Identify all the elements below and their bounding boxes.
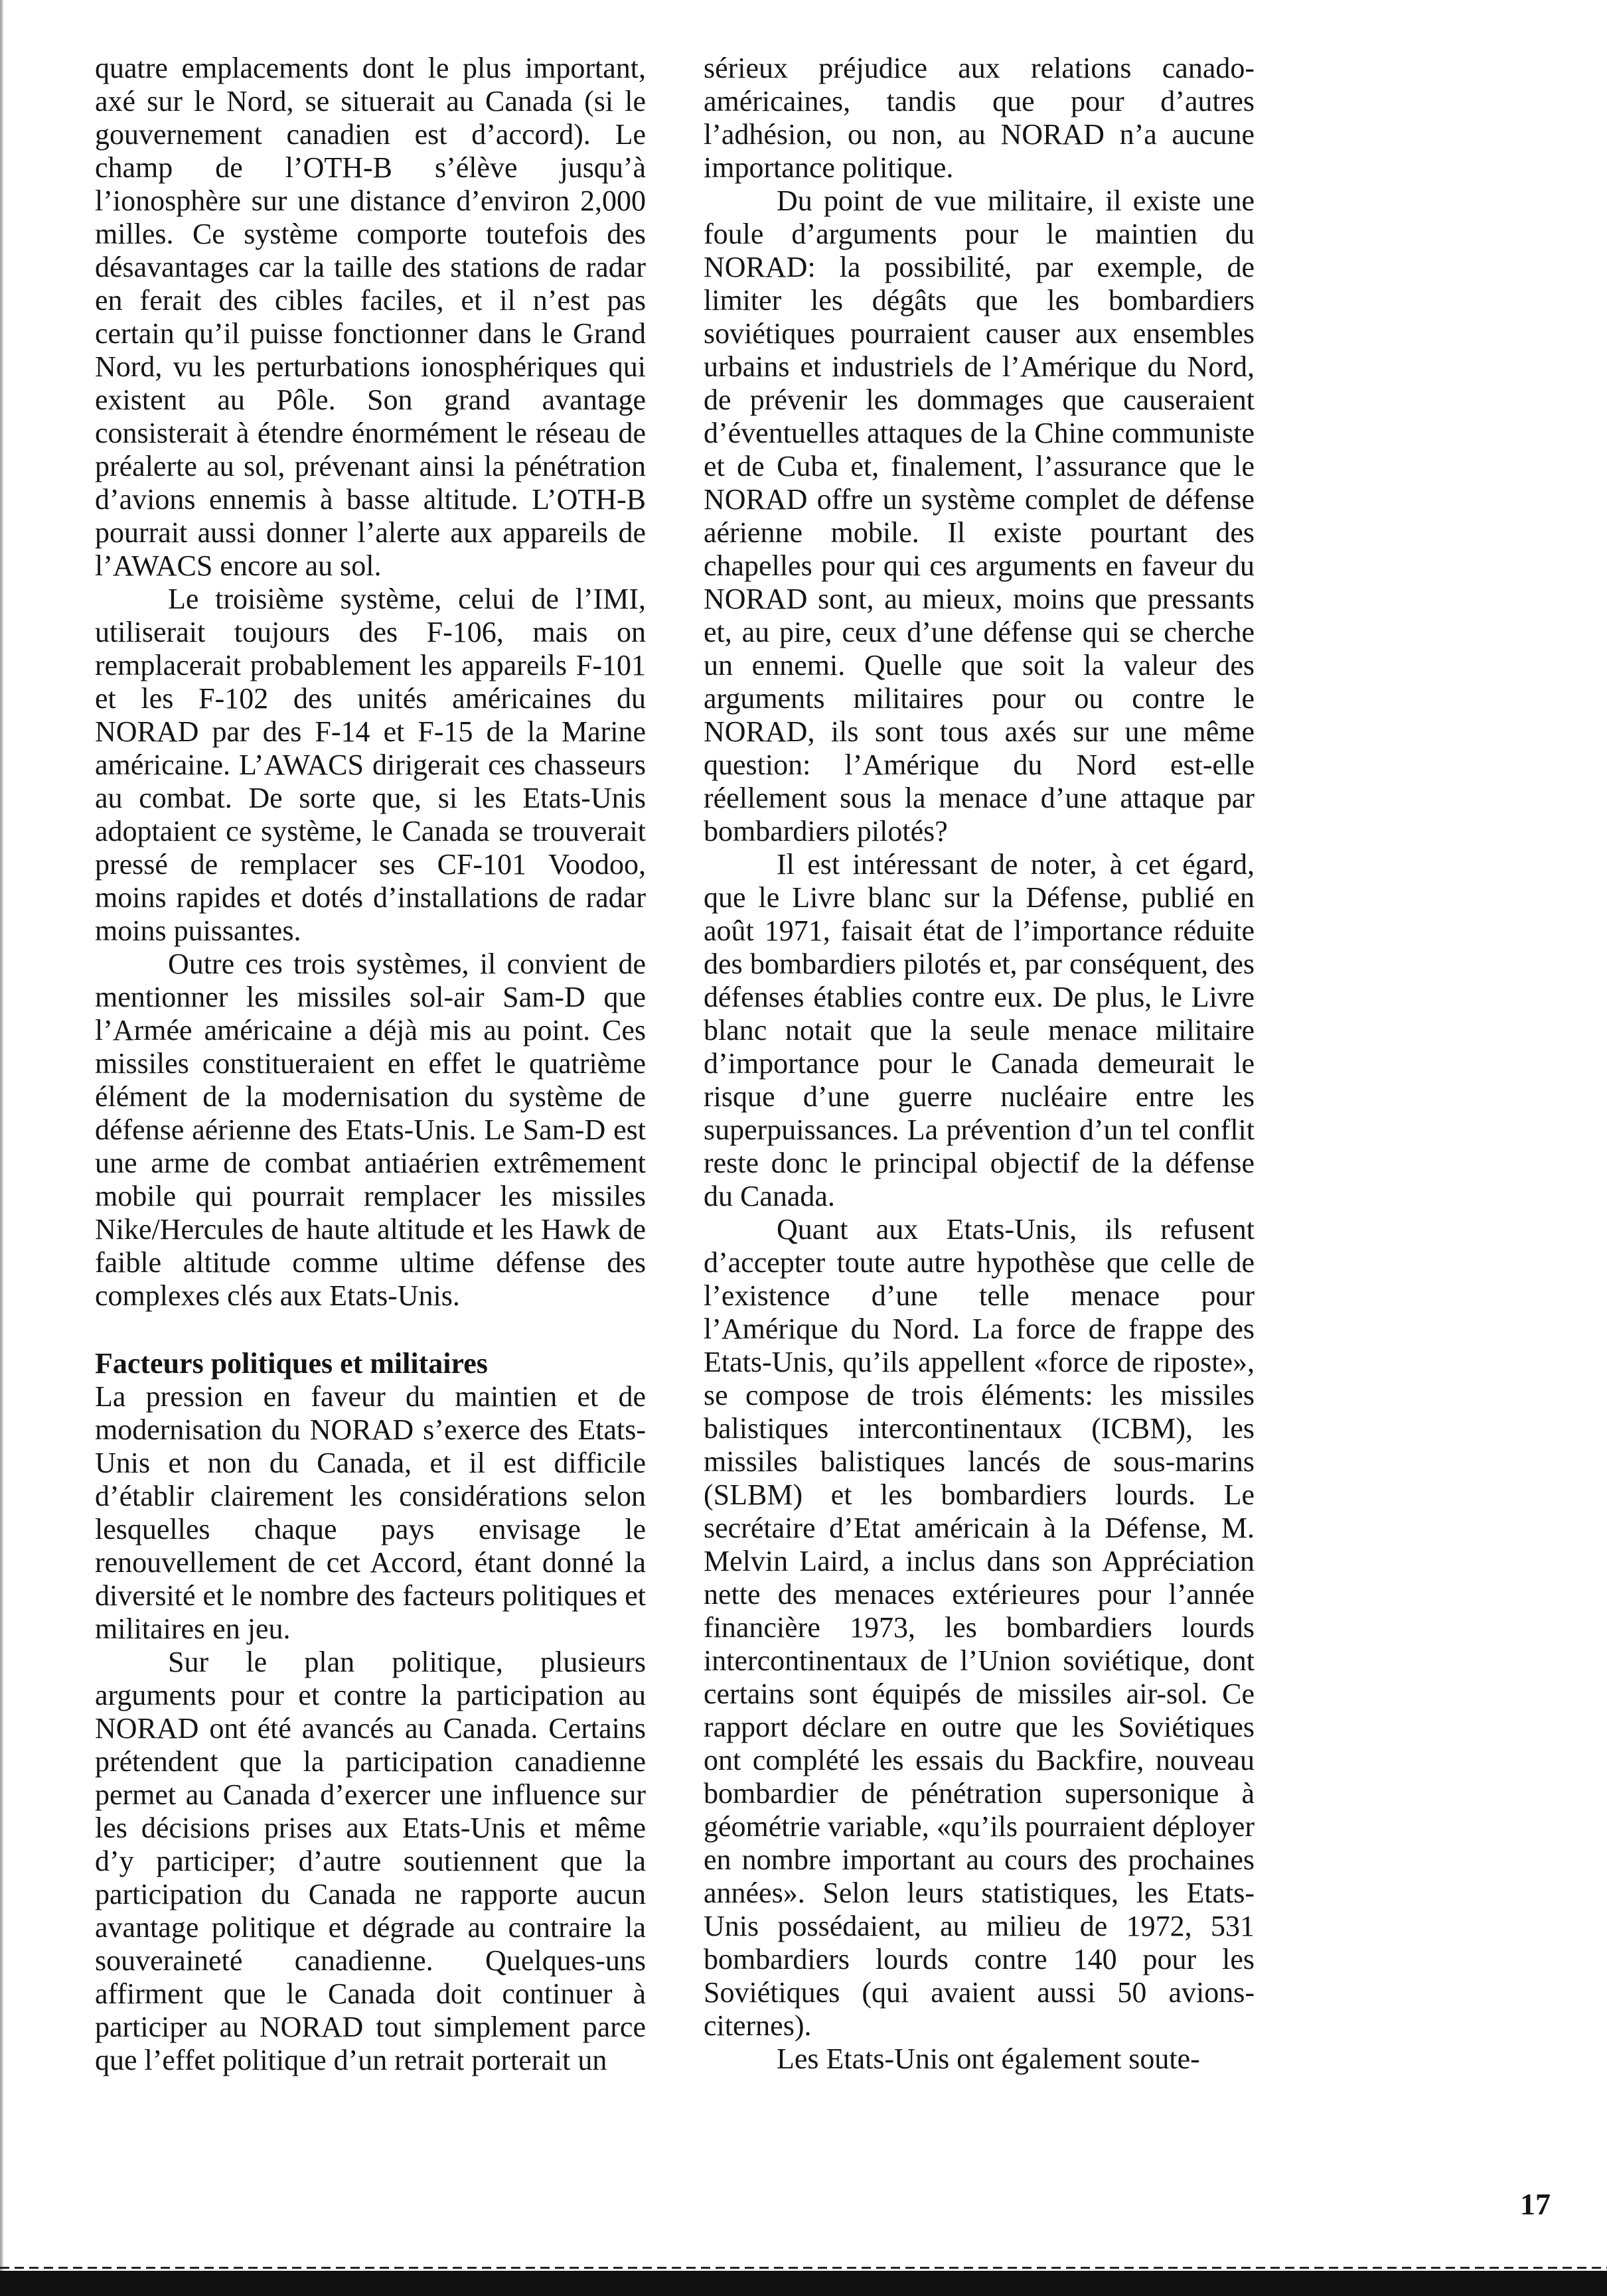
bottom-scan-edge-dashes (0, 2267, 1607, 2269)
left-column (95, 52, 646, 2077)
section-heading: Facteurs politiques et militaires (95, 1347, 488, 1380)
scan-edge-shadow (0, 0, 4, 2296)
page-number: 17 (1520, 2187, 1551, 2221)
bottom-scan-edge (0, 2271, 1607, 2296)
paragraph-left-4: La pression en faveur du maintien et de modernisation du NORAD s’exerce des Etats-Unis et non du Canada, et il est difficile d’établir clairement les considérations selon lesquelles chaque pays envisage le renouvellement de cet Accord, étant donné la diversité et le nombre des facteurs politiques et militaires en jeu. (95, 1380, 646, 1645)
paragraph-right-2: Du point de vue militaire, il existe une foule d’arguments pour le maintien du NORAD: la possibilité, par exemple, de limiter les dégâts que les bombardiers soviétiques pourraient causer aux ensembles urbains et industriels de l’Amérique du Nord, de prévenir les dommages que causeraient d’éventuelles attaques de la Chine communiste et de Cuba et, finalement, l’assurance que le NORAD offre un système complet de défense aérienne mobile. Il existe pourtant des chapelles pour qui ces arguments en faveur du NORAD sont, au mieux, moins que pressants et, au pire, ceux d’une défense qui se cherche un ennemi. Quelle que soit la valeur des arguments militaires pour ou contre le NORAD, ils sont tous axés sur une même question: l’Amérique du Nord est-elle réellement sous la menace d’une attaque par bombardiers pilotés? (704, 184, 1255, 847)
paragraph-right-4: Quant aux Etats-Unis, ils refusent d’accepter toute autre hypothèse que celle de l’existence d’une telle menace pour l’Amérique du Nord. La force de frappe des Etats-Unis, qu’ils appellent «force de riposte», se compose de trois éléments: les missiles balistiques intercontinentaux (ICBM), les missiles balistiques lancés de sous-marins (SLBM) et les bombardiers lourds. Le secrétaire d’Etat américain à la Défense, M. Melvin Laird, a inclus dans son Appréciation nette des menaces extérieures pour l’année financière 1973, les bombardiers lourds intercontinentaux de l’Union soviétique, dont certains sont équipés de missiles air-sol. Ce rapport déclare en outre que les Soviétiques ont complété les essais du Backfire, nouveau bombardier de pénétration supersonique à géométrie variable, «qu’ils pourraient déployer en nombre important au cours des prochaines années». Selon leurs statistiques, les Etats-Unis possédaient, au milieu de 1972, 531 bombardiers lourds contre 140 pour les Soviétiques (qui avaient aussi 50 avions-citernes). (704, 1213, 1255, 2042)
paragraph-left-2: Le troisième système, celui de l’IMI, utiliserait toujours des F-106, mais on remplacerait probablement les appareils F-101 et les F-102 des unités américaines du NORAD par des F-14 et F-15 de la Marine américaine. L’AWACS dirigerait ces chasseurs au combat. De sorte que, si les Etats-Unis adoptaient ce système, le Canada se trouverait pressé de remplacer ses CF-101 Voodoo, moins rapides et dotés d’installations de radar moins puissantes. (95, 583, 646, 947)
paragraph-right-5: Les Etats-Unis ont également soute- (777, 2043, 1200, 2075)
paragraph-left-3: Outre ces trois systèmes, il convient de mentionner les missiles sol-air Sam-D que l’Armée américaine a déjà mis au point. Ces missiles constitueraient en effet le quatrième élément de la modernisation du système de défense aérienne des Etats-Unis. Le Sam-D est une arme de combat antiaérien extrêmement mobile qui pourrait remplacer les missiles Nike/Hercules de haute altitude et les Hawk de faible altitude comme ultime défense des complexes clés aux Etats-Unis. (95, 948, 646, 1312)
paragraph-right-1: sérieux préjudice aux relations canado-américaines, tandis que pour d’autres l’adhésion, ou non, au NORAD n’a aucune importance politique. (704, 52, 1255, 184)
paragraph-left-1: quatre emplacements dont le plus important, axé sur le Nord, se situerait au Canada (si le gouvernement canadien est d’accord). Le champ de l’OTH-B s’élève jusqu’à l’ionosphère sur une distance d’environ 2,000 milles. Ce système comporte toutefois des désavantages car la taille des stations de radar en ferait des cibles faciles, et il n’est pas certain qu’il puisse fonctionner dans le Grand Nord, vu les perturbations ionosphériques qui existent au Pôle. Son grand avantage consisterait à étendre énormément le réseau de préalerte au sol, prévenant ainsi la pénétration d’avions ennemis à basse altitude. L’OTH-B pourrait aussi donner l’alerte aux appareils de l’AWACS encore au sol. (95, 52, 646, 582)
right-column (704, 52, 1255, 2076)
paragraph-left-5: Sur le plan politique, plusieurs arguments pour et contre la participation au NORAD ont été avancés au Canada. Certains prétendent que la participation canadienne permet au Canada d’exercer une influence sur les décisions prises aux Etats-Unis et même d’y participer; d’autre soutiennent que la participation du Canada ne rapporte aucun avantage politique et dégrade au contraire la souveraineté canadienne. Quelques-uns affirment que le Canada doit continuer à participer au NORAD tout simplement parce que l’effet politique d’un retrait porterait un (95, 1646, 646, 2076)
paragraph-right-3: Il est intéressant de noter, à cet égard, que le Livre blanc sur la Défense, publié en août 1971, faisait état de l’importance réduite des bombardiers pilotés et, par conséquent, des défenses établies contre eux. De plus, le Livre blanc notait que la seule menace militaire d’importance pour le Canada demeurait le risque d’une guerre nucléaire entre les superpuissances. La prévention d’un tel conflit reste donc le principal objectif de la défense du Canada. (704, 848, 1255, 1212)
